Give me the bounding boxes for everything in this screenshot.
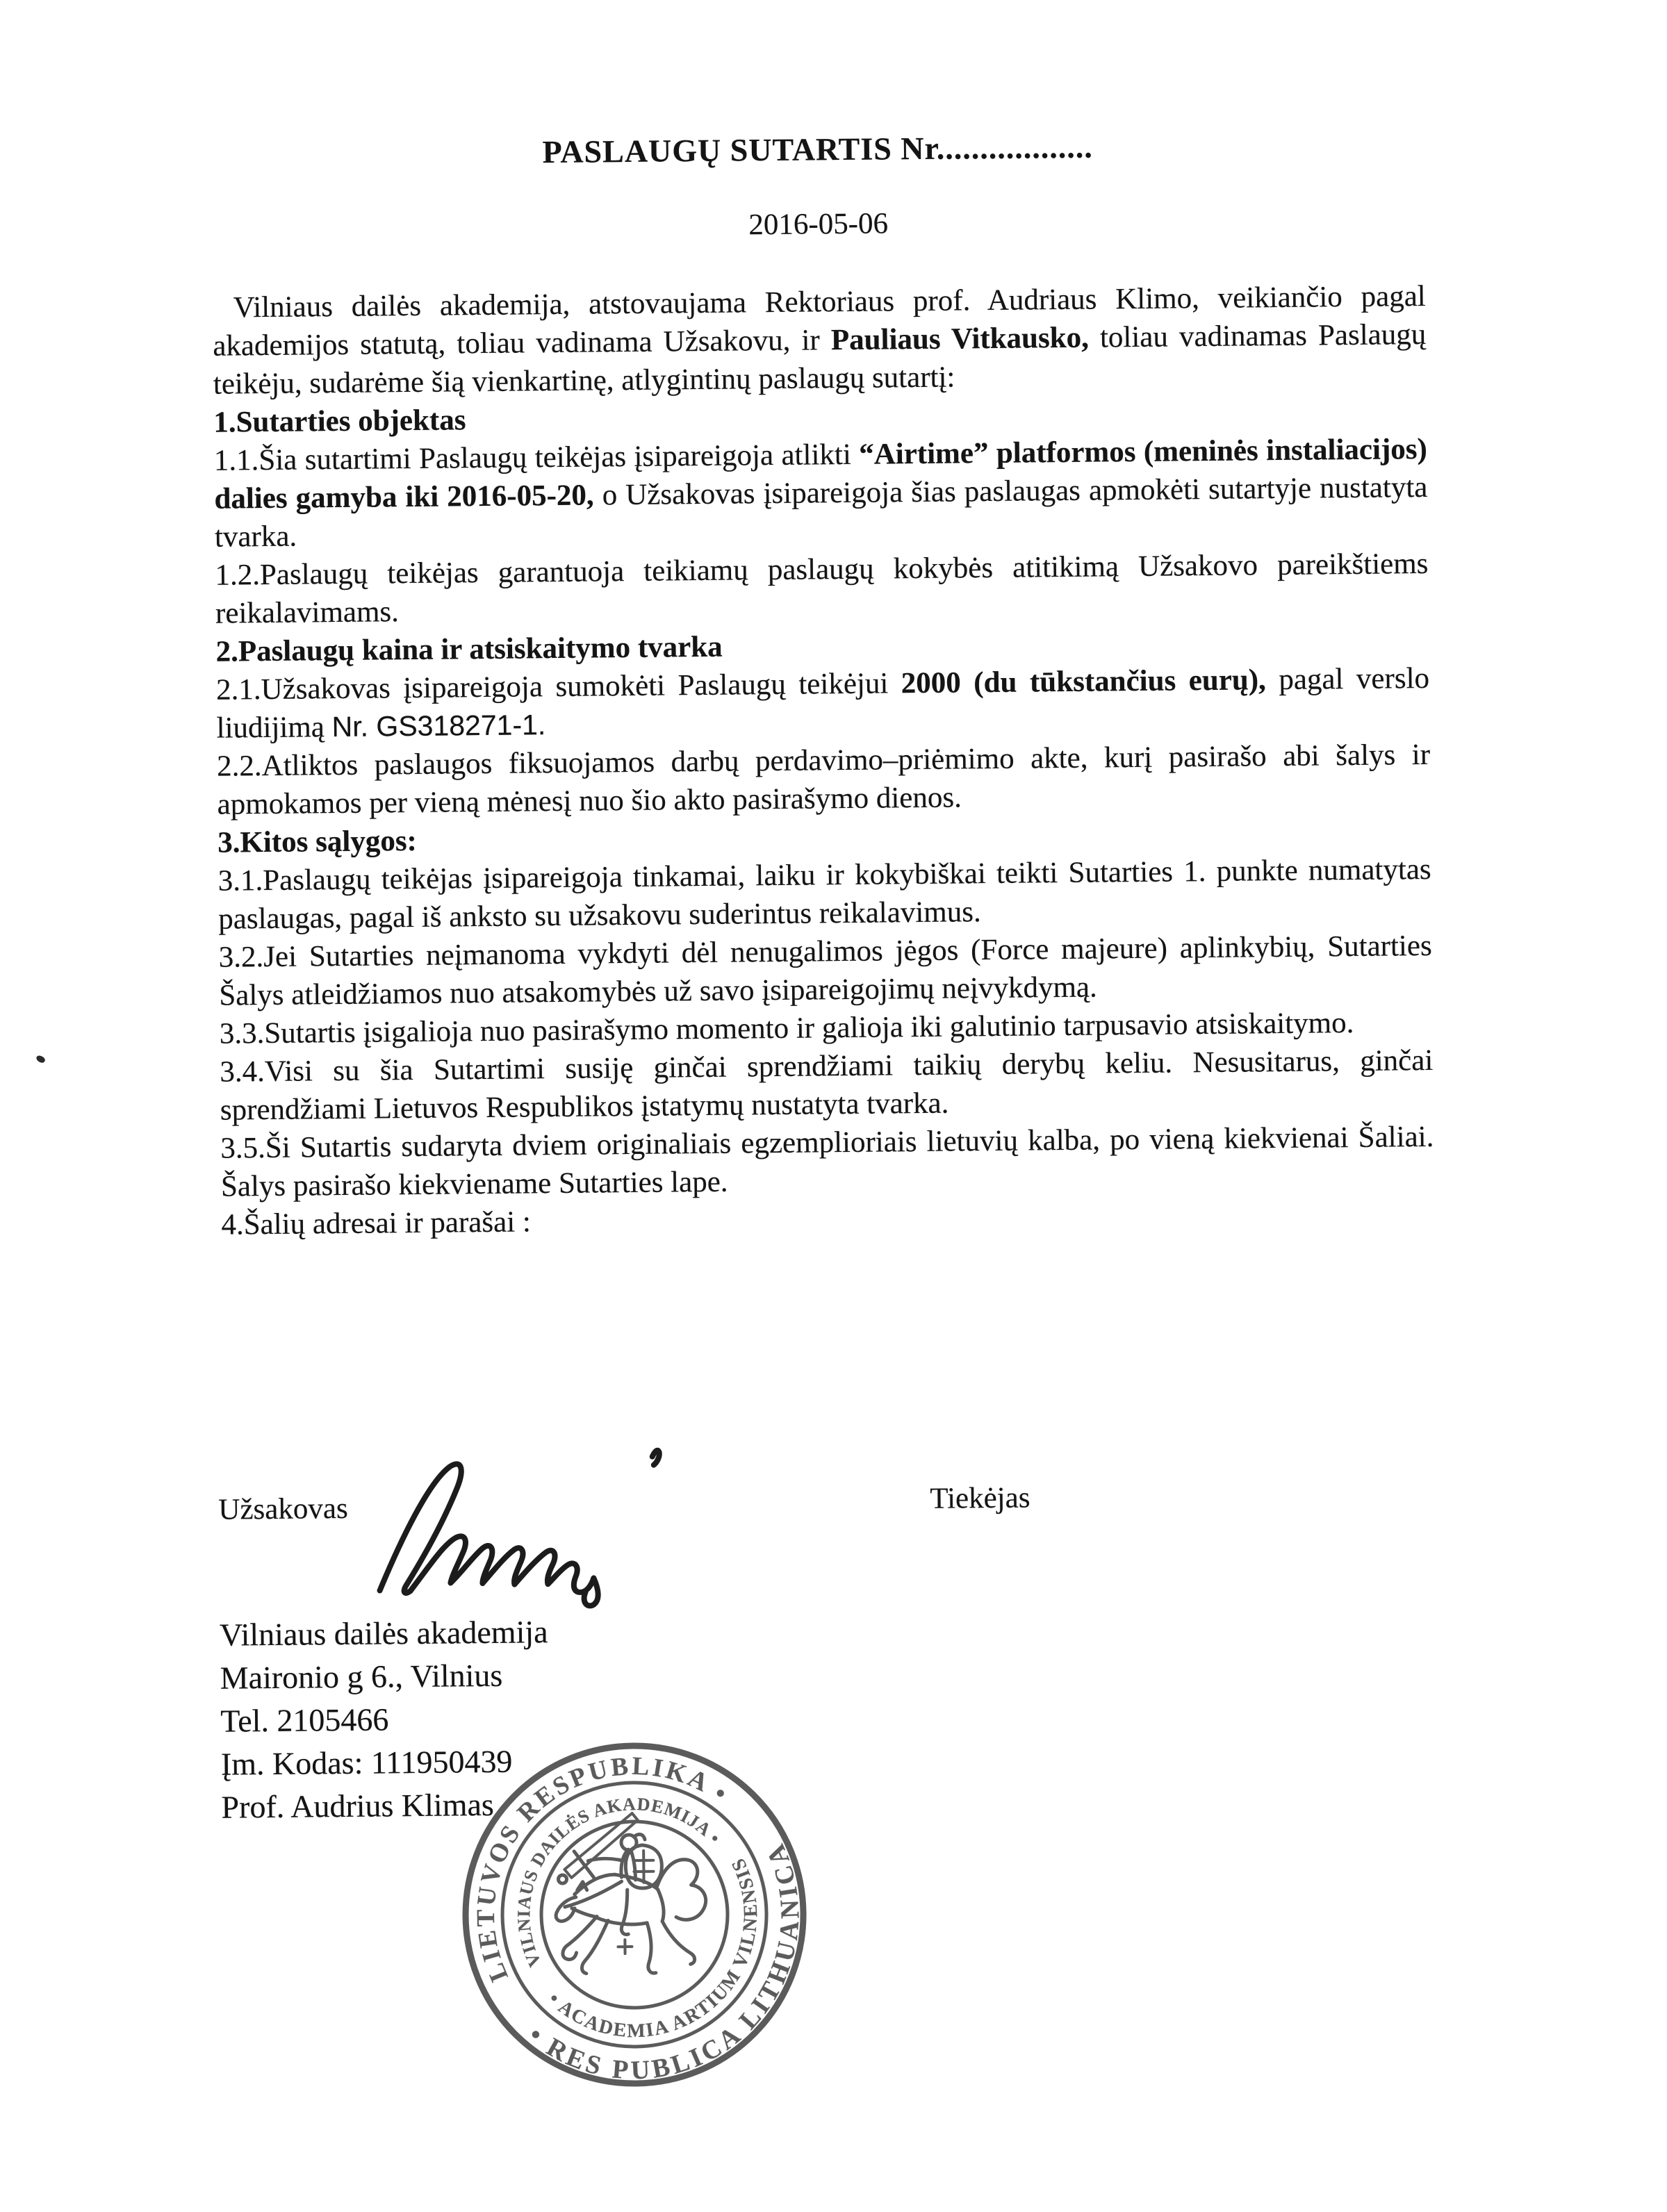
ink-speck-artifact [35, 1054, 47, 1064]
client-signature-label: Užsakovas [218, 1492, 348, 1526]
contract-content [211, 125, 1434, 2086]
address-line-rector-name: Prof. Audrius Klimas [221, 1786, 495, 1825]
document-title: PASLAUGŲ SUTARTIS Nr.................. [542, 129, 1093, 170]
clause-1-1 [214, 430, 1429, 556]
clause-3-4: 3.4.Visi su šia Sutartimi susiję ginčai sprendžiami taikių derybų keliu. Nesusitarus, ginčai sprendžiami Lietuvos Respublikos įstatymų nustatyta tvarka. [220, 1043, 1434, 1127]
clause-2-2: 2.2.Atliktos paslaugos fiksuojamos darbų perdavimo–priėmimo akte, kurį pasirašo abi šalys ir apmokamos per vieną mėnesį nuo šio akto pasirašymo dienos. [216, 738, 1431, 821]
section-2-heading: 2.Paslaugų kaina ir atsiskaitymo tvarka [215, 630, 723, 668]
clause-3-5: 3.5.Ši Sutartis sudaryta dviem originaliais egzemplioriais lietuvių kalba, po vieną kiekvienai Šaliai. Šalys pasirašo kiekviename Sutarties lape. [220, 1120, 1434, 1203]
seal-inner-bottom-text: • ACADEMIA ARTIUM VILNENSIS [543, 1854, 762, 2042]
seal-inner-top-text: VILNIAUS DAILĖS AKADEMIJA • [514, 1794, 725, 1970]
intro-paragraph [213, 277, 1427, 404]
address-line-institution: Vilniaus dailės akademija [219, 1614, 548, 1653]
clause-3-1: 3.1.Paslaugų teikėjas įsipareigoja tinkamai, laiku ir kokybiškai teikti Sutarties 1. punkte numatytas paslaugas, pagal iš anksto su užsakovu suderintus reikalavimus. [217, 852, 1431, 936]
clause-1-2: 1.2.Paslaugų teikėjas garantuoja teikiamų paslaugų kokybės atitikimą Užsakovo pareikštiems reikalavimams. [215, 547, 1429, 630]
clause-text: 2.1.Užsakovas įsipareigoja sumokėti Paslaugų teikėjui [215, 667, 902, 707]
intro-text-bold: Pauliaus Vitkausko, [830, 321, 1090, 357]
seal-outer-top-text: LIETUVOS RESPUBLIKA • [471, 1751, 734, 1986]
official-round-seal [459, 1740, 810, 2090]
address-line-company-code: Įm. Kodas: 111950439 [220, 1743, 513, 1782]
clause-text-bold: 2000 (du tūkstančius eurų), [901, 663, 1267, 700]
intro-text: Vilniaus dailės akademija, atstovaujama Rektoriaus prof. Audriaus Klimo, veikiančio pagal akademijos statutą, toliau vadinama Užsakovu, ir [213, 279, 1426, 363]
section-3-heading: 3.Kitos sąlygos: [217, 824, 418, 859]
address-line-street: Maironio g 6., Vilnius [220, 1657, 503, 1696]
clause-text: pagal verslo liudijimą [216, 661, 1430, 745]
address-line-phone: Tel. 2105466 [220, 1701, 389, 1739]
contract-body [213, 277, 1435, 1244]
clause-3-2: 3.2.Jei Sutarties neįmanoma vykdyti dėl nenugalimos jėgos (Force majeure) aplinkybių, Sutarties Šalys atleidžiamos nuo atsakomybės už savo įsipareigojimų neįvykdymą. [218, 929, 1432, 1012]
handwritten-signature [345, 1431, 735, 1615]
business-licence-number: Nr. GS318271-1. [331, 709, 546, 743]
document-date: 2016-05-06 [748, 207, 889, 242]
intro-text: toliau vadinamas Paslaugų teikėju, sudarėme šią vienkartinę, atlygintinų paslaugų sutartį: [213, 317, 1427, 401]
seal-outer-bottom-text: • RES PUBLICA LITHUANICA [523, 1837, 805, 2086]
clause-text-bold: “Airtime” platformos (meninės instaliacijos) dalies gamyba iki 2016-05-20, [214, 432, 1428, 515]
clause-2-1 [216, 659, 1430, 748]
clause-3-3: 3.3.Sutartis įsigalioja nuo pasirašymo momento ir galioja iki galutinio tarpusavio atsiskaitymo. [219, 1006, 1354, 1050]
section-1-heading: 1.Sutarties objektas [213, 404, 466, 439]
clause-text: 1.1.Šia sutartimi Paslaugų teikėjas įsipareigoja atlikti [213, 438, 860, 477]
section-4-heading: 4.Šalių adresai ir parašai : [221, 1205, 532, 1241]
clause-text: o Užsakovas įsipareigoja šias paslaugas apmokėti sutartyje nustatyta tvarka. [214, 470, 1428, 554]
supplier-signature-label: Tiekėjas [930, 1481, 1030, 1515]
